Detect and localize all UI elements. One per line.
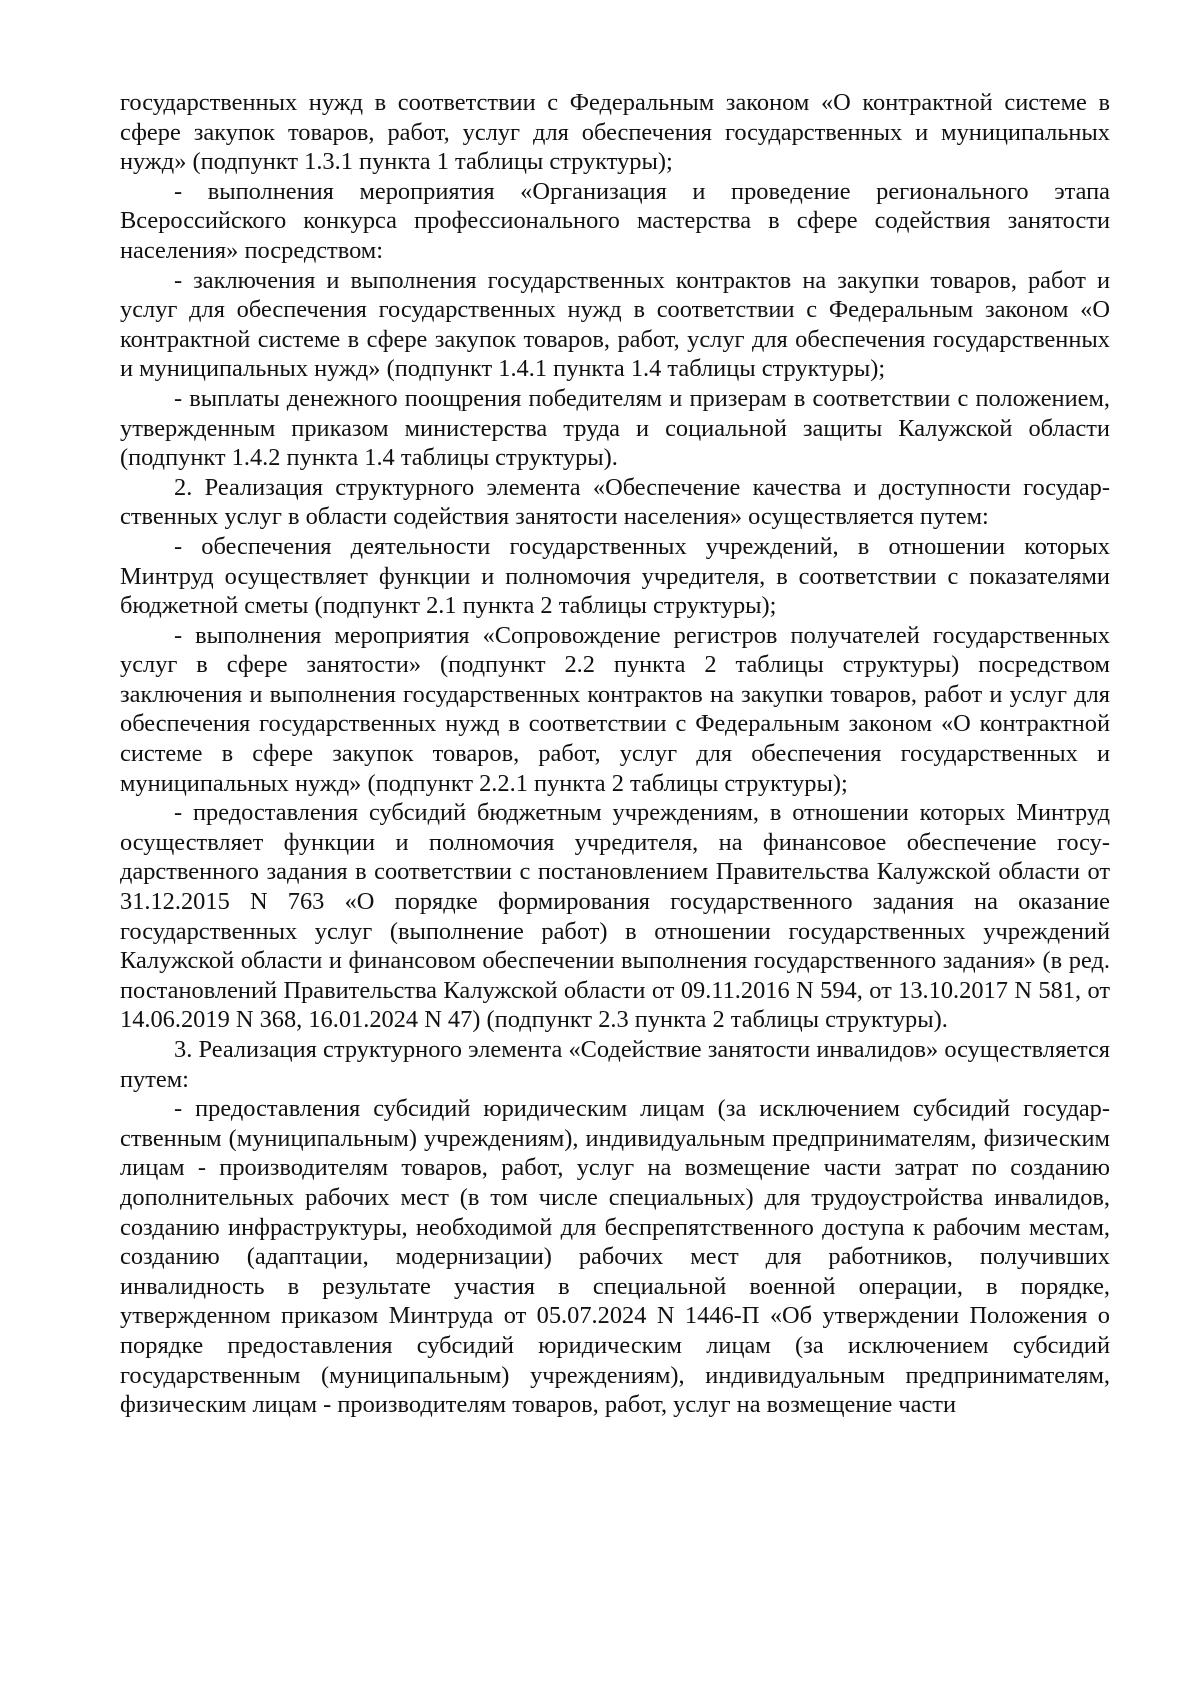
paragraph-subsidies-disabled: - предоставления субсидий юридическим лицам (за исключением субсидий государственным (муниципальным) учреждениям), индивидуальным предпринимателям, физическим лицам - производителям товаров, работ, услуг на возмещение части затрат по созданию дополнительных рабочих мест (в том числе специальных) для трудоустройства инвалидов, созданию инфраструктуры, необходимой для беспрепятственного доступа к рабочим местам, созданию (адаптации, модернизации) рабочих мест для работников, получивших инвалидность в результате участия в специальной военной операции, в порядке, утвержденном приказом Минтруда от 05.07.2024 N 1446-П «Об утверждении Положения о порядке предоставления субсидий юридическим лицам (за исключением субсидий государственным (муниципальным) учреждениям), индивидуальным предпринимателям, физическим лицам - производителям товаров, работ, услуг на возмещение части (120, 1095, 1110, 1419)
paragraph-continuation: государственных нужд в соответствии с Федеральным законом «О контрактной системе в сфере закупок товаров, работ, услуг для обеспечения государственных и муниципальных нужд» (подпункт 1.3.1 пункта 1 таблицы структуры); (120, 89, 1110, 176)
document-page (120, 88, 1110, 1420)
paragraph-event-regional-contest: - выполнения мероприятия «Организация и проведение регионального этапа Всероссийского конкурса профессионального мастерства в сфере содействия занятости населения» посредством: (120, 177, 1110, 264)
paragraph-payments-1-4-2: - выплаты денежного поощрения победителям и призерам в соответствии с положением, утвержденным приказом министерства труда и социальной защиты Калужской области (подпункт 1.4.2 пункта 1.4 таблицы структуры). (120, 384, 1110, 472)
paragraph-institutions-2-1: - обеспечения деятельности государственных учреждений, в отношении которых Минтруд осуществляет функции и полномочия учредителя, в соответствии с показателями бюджетной сметы (подпункт 2.1 пункта 2 таблицы структуры); (120, 532, 1110, 620)
paragraph-section-3-heading: 3. Реализация структурного элемента «Содействие занятости инвалидов» осуществляется путем: (120, 1036, 1110, 1093)
paragraph-subsidies-2-3: - предоставления субсидий бюджетным учреждениям, в отношении которых Минтруд осуществляет функции и полномочия учредителя, на финансовое обеспечение государственного задания в соответствии с постановлением Правительства Калужской области от 31.12.2015 N 763 «О порядке формирования государственного задания на оказание государственных услуг (выполнение работ) в отношении государственных учреждений Калужской области и финансовом обеспечении выполнения государственного задания» (в ред. постановлений Правительства Калужской области от 09.11.2016 N 594, от 13.10.2017 N 581, от 14.06.2019 N 368, 16.01.2024 N 47) (подпункт 2.3 пункта 2 таблицы структуры). (120, 799, 1110, 1034)
paragraph-registers-2-2: - выполнения мероприятия «Сопровождение регистров получателей государственных услуг в сфере занятости» (подпункт 2.2 пункта 2 таблицы структуры) посредством заключения и выполнения государственных контрактов на закупки товаров, работ и услуг для обеспечения государственных нужд в соответствии с Федеральным законом «О контрактной системе в сфере закупок товаров, работ, услуг для обеспечения государственных и муниципальных нужд» (подпункт 2.2.1 пункта 2 таблицы структуры); (120, 621, 1110, 797)
paragraph-contracts-1-4-1: - заключения и выполнения государственных контрактов на закупки товаров, работ и услуг для обеспечения государственных нужд в соответствии с Федеральным законом «О контрактной системе в сфере закупок товаров, работ, услуг для обеспечения государственных и муниципальных нужд» (подпункт 1.4.1 пункта 1.4 таблицы структуры); (120, 266, 1110, 383)
paragraph-section-2-heading: 2. Реализация структурного элемента «Обеспечение качества и доступности государственных услуг в области содействия занятости населения» осуществляется путем: (120, 473, 1110, 531)
